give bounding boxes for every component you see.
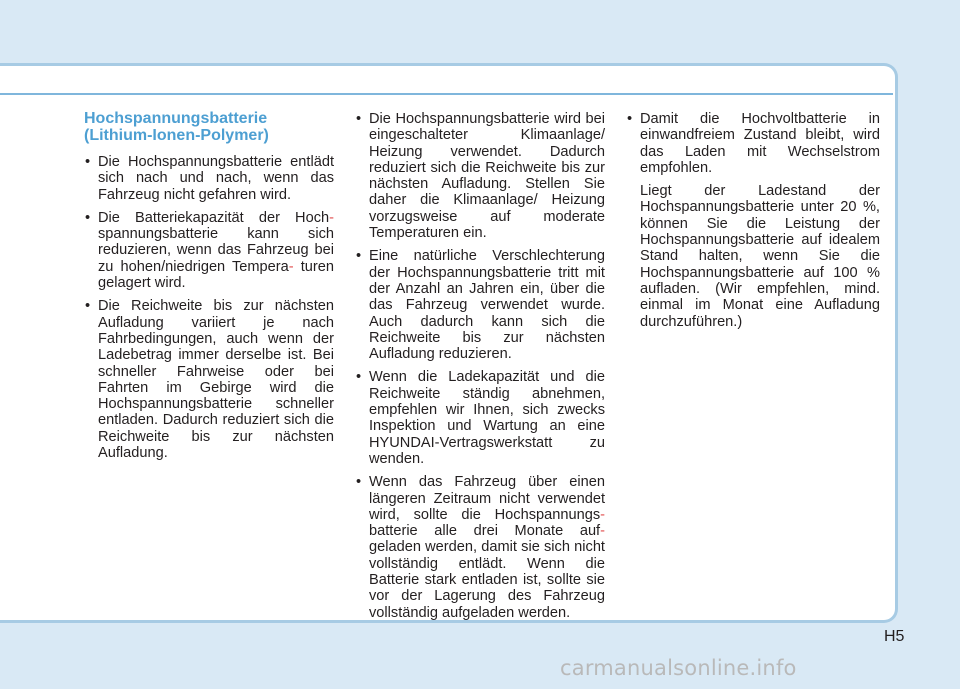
bullet-list-1	[84, 154, 334, 461]
bullet-icon: •	[356, 474, 362, 491]
bullet-icon: •	[85, 209, 91, 226]
list-item: • Die Hochspannungsbatterie entlädt sich nach und nach, wenn das Fahrzeug nicht gefahren wird.	[85, 154, 334, 203]
section-heading: Hochspannungsbatterie (Lithium-Ionen-Polymer)	[84, 110, 269, 144]
header-rule	[0, 93, 893, 95]
column-3	[626, 111, 880, 330]
list-item: • Die Reichweite bis zur nächsten Aufladung variiert je nach Fahrbedingungen, auch wenn der Ladebetrag immer derselbe ist. Bei schneller Fahrweise oder bei Fahrten im Gebirge wird die Hochspannungsbatterie schneller entladen. Dadurch reduziert sich die Reichweite bis zur nächsten Aufladung.	[85, 298, 334, 462]
watermark-text: carmanualsonline.info	[560, 656, 797, 680]
list-item: • Eine natürliche Verschlechterung der Hochspannungsbatterie tritt mit der Anzahl an Jahren ein, über die das Fahrzeug verwendet wurde. Auch dadurch kann sich die Reichweite bis zur nächsten Aufladung reduzieren.	[356, 248, 605, 363]
hyphen-mark: -	[600, 506, 605, 523]
column-2	[355, 111, 605, 628]
paragraph: Liegt der Ladestand der Hochspannungsbatterie unter 20 %, können Sie die Leistung der Hochspannungsbatterie auf idealem Stand halten, wenn Sie die Hochspannungsbatterie auf 100 % aufladen. (Wir empfehlen, mind. einmal im Monat eine Aufladung durchzuführen.)	[640, 183, 880, 330]
bullet-icon: •	[85, 154, 91, 170]
list-item: • Die Batteriekapazität der Hoch- spannungsbatterie kann sich reduzieren, wenn das Fahrzeug bei zu hohen/niedrigen Tempera- turen gelagert wird.	[85, 209, 335, 292]
bullet-icon: •	[356, 111, 362, 127]
list-item: • Wenn die Ladekapazität und die Reichweite ständig abnehmen, empfehlen wir Ihnen, sich zwecks Inspektion und Wartung an eine HYUNDAI-Vertragswerkstatt zu wenden.	[356, 369, 605, 467]
page-number: H5	[884, 628, 905, 645]
bullet-icon: •	[85, 298, 91, 315]
hyphen-mark: -	[329, 209, 334, 226]
bullet-list-2	[355, 111, 605, 621]
bullet-icon: •	[356, 248, 362, 265]
bullet-icon: •	[627, 111, 633, 127]
hyphen-mark: -	[288, 258, 294, 275]
bullet-list-3	[626, 111, 880, 176]
bullet-icon: •	[356, 369, 362, 386]
column-1	[84, 110, 334, 468]
list-item: • Die Hochspannungsbatterie wird bei eingeschalteter Klimaanlage/ Heizung verwendet. Dadurch reduziert sich die Reichweite bis zur nächsten Aufladung. Stellen Sie daher die Klimaanlage/ Heizung vorzugsweise auf moderate Temperaturen ein.	[356, 111, 605, 242]
hyphen-mark: -	[600, 523, 605, 540]
list-item: • Wenn das Fahrzeug über einen längeren Zeitraum nicht verwendet wird, sollte die Hochspannungs- batterie alle drei Monate auf- geladen werden, damit sie sich nicht vollständig entlädt. Wenn die Batterie stark entladen ist, sollte sie vor der Lagerung des Fahrzeug vollständig aufgeladen werden.	[356, 474, 605, 621]
list-item: • Damit die Hochvoltbatterie in einwandfreiem Zustand bleibt, wird das Laden mit Wechselstrom empfohlen.	[627, 111, 880, 176]
